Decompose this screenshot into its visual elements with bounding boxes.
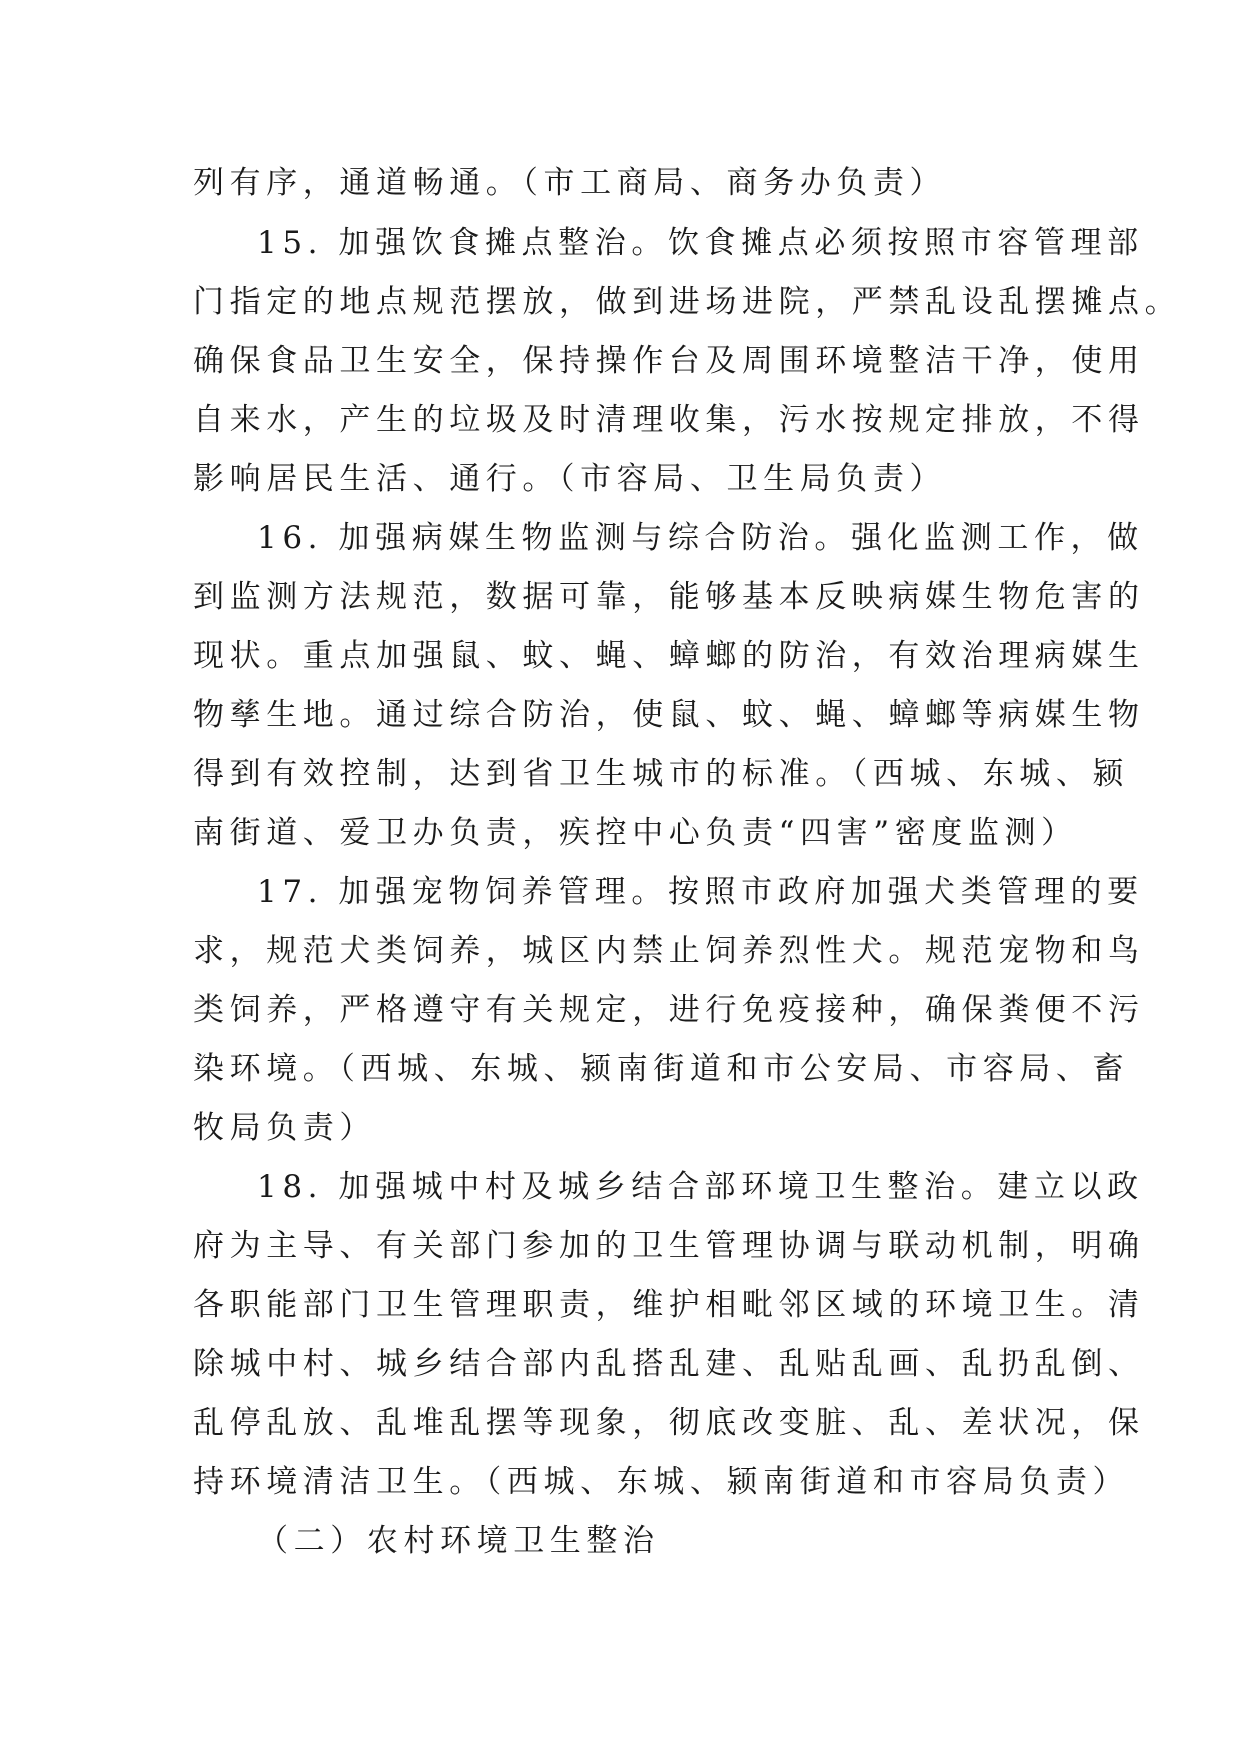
text-line: 到监测方法规范，数据可靠，能够基本反映病媒生物危害的 xyxy=(193,579,1145,615)
text-line: 门指定的地点规范摆放，做到进场进院，严禁乱设乱摆摊点。 xyxy=(193,284,1182,320)
text-line: 府为主导、有关部门参加的卫生管理协调与联动机制，明确 xyxy=(193,1228,1145,1264)
text-line: 确保食品卫生安全，保持操作台及周围环境整洁干净，使用 xyxy=(193,343,1145,379)
text-line: 自来水，产生的垃圾及时清理收集，污水按规定排放，不得 xyxy=(193,402,1145,438)
text-line: 得到有效控制，达到省卫生城市的标准。（西城、东城、颍 xyxy=(193,756,1130,792)
paragraph-15-heading-line: 15. 加强饮食摊点整治。饮食摊点必须按照市容管理部 xyxy=(257,225,1144,261)
paragraph-18-heading-line: 18. 加强城中村及城乡结合部环境卫生整治。建立以政 xyxy=(257,1169,1144,1205)
text-line: 物孳生地。通过综合防治，使鼠、蚊、蝇、蟑螂等病媒生物 xyxy=(193,697,1145,733)
text-line: 影响居民生活、通行。（市容局、卫生局负责） xyxy=(193,461,947,497)
text-line: 南街道、爱卫办负责，疾控中心负责“四害”密度监测） xyxy=(193,815,1078,851)
section-heading: （二）农村环境卫生整治 xyxy=(257,1523,660,1559)
text-line: 列有序，通道畅通。（市工商局、商务办负责） xyxy=(193,165,947,201)
paragraph-16-heading-line: 16. 加强病媒生物监测与综合防治。强化监测工作，做 xyxy=(257,520,1144,556)
text-line: 求，规范犬类饲养，城区内禁止饲养烈性犬。规范宠物和鸟 xyxy=(193,933,1145,969)
text-line: 牧局负责） xyxy=(193,1110,376,1146)
paragraph-17-heading-line: 17. 加强宠物饲养管理。按照市政府加强犬类管理的要 xyxy=(257,874,1144,910)
text-line: 除城中村、城乡结合部内乱搭乱建、乱贴乱画、乱扔乱倒、 xyxy=(193,1346,1145,1382)
text-line: 类饲养，严格遵守有关规定，进行免疫接种，确保粪便不污 xyxy=(193,992,1145,1028)
text-line: 各职能部门卫生管理职责，维护相毗邻区域的环境卫生。清 xyxy=(193,1287,1145,1323)
text-line: 现状。重点加强鼠、蚊、蝇、蟑螂的防治，有效治理病媒生 xyxy=(193,638,1145,674)
text-line: 乱停乱放、乱堆乱摆等现象，彻底改变脏、乱、差状况，保 xyxy=(193,1405,1145,1441)
text-line: 持环境清洁卫生。（西城、东城、颍南街道和市容局负责） xyxy=(193,1464,1130,1500)
text-line: 染环境。（西城、东城、颍南街道和市公安局、市容局、畜 xyxy=(193,1051,1130,1087)
